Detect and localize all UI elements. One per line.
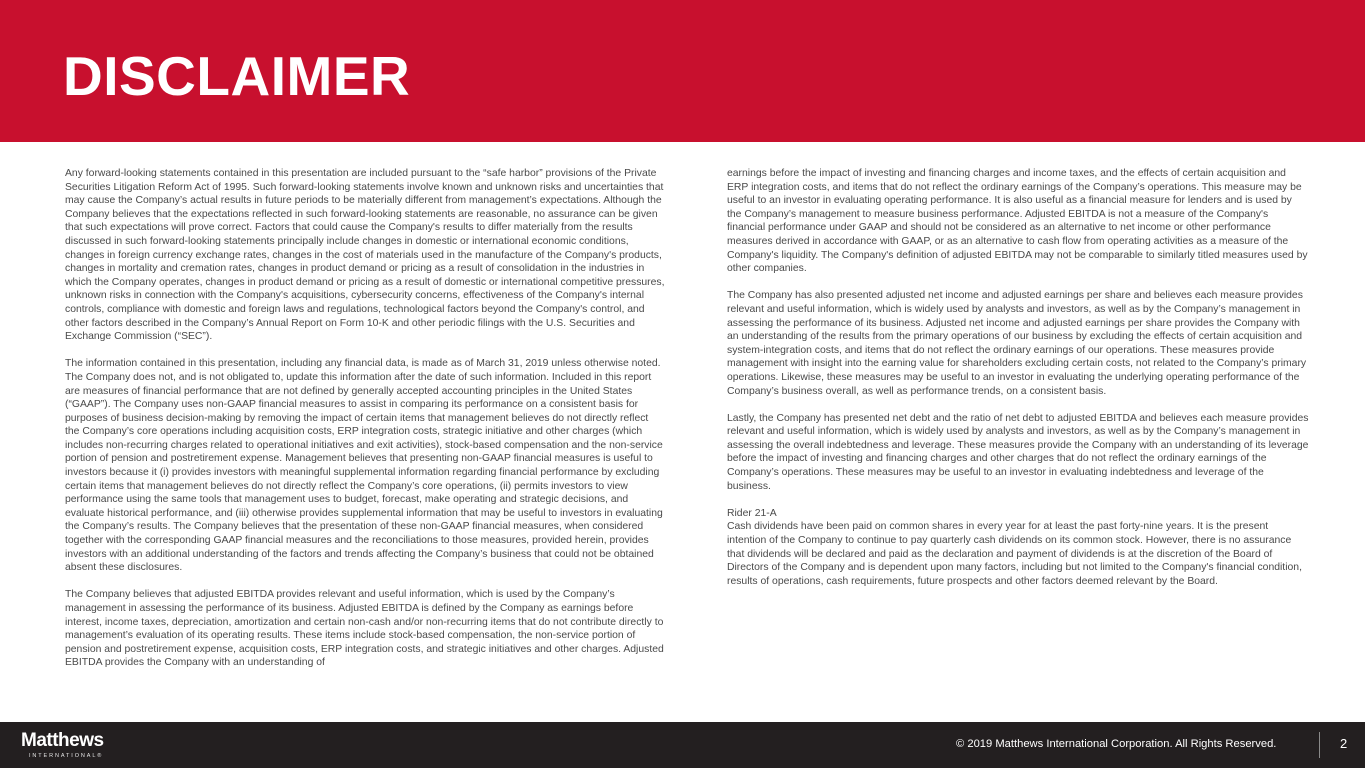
copyright-notice: © 2019 Matthews International Corporation. All Rights Reserved. bbox=[956, 738, 1277, 750]
adjusted-ebitda-continued-paragraph: earnings before the impact of investing and financing charges and income taxes, and the effects of certain acquisition and ERP integration costs, and items that do not reflect the ordinary earnings of the Company’s operations. This measure may be useful to an investor in evaluating operating performance. It is also useful as a financial measure for lenders and is used by the Company’s management to measure business performance. Adjusted EBITDA is not a measure of the Company's financial performance under GAAP and should not be considered as an alternative to net income or other performance measures derived in accordance with GAAP, or as an alternative to cash flow from operating activities as a measure of the Company's liquidity. The Company's definition of adjusted EBITDA may not be comparable to similarly titled measures used by other companies. bbox=[727, 168, 1308, 275]
dividends-paragraph: Cash dividends have been paid on common shares in every year for at least the past forty-nine years. It is the present intention of the Company to continue to pay quarterly cash dividends on its common stock. However, there is no assurance that dividends will be declared and paid as the declaration and payment of dividends is at the discretion of the Board of Directors of the Company and is dependent upon many factors, including but not limited to the Company's financial condition, results of operations, cash requirements, future prospects and other factors deemed relevant by the Board. bbox=[727, 521, 1302, 587]
logo-subtitle: INTERNATIONAL® bbox=[29, 753, 104, 759]
footer-divider bbox=[1319, 732, 1320, 758]
non-gaap-measures-paragraph: The information contained in this presentation, including any financial data, is made as of March 31, 2019 unless otherwise noted. The Company does not, and is not obligated to, update this information after the date of such information. Included in this report are measures of financial performance that are not defined by generally accepted accounting principles in the United States (“GAAP”). The Company uses non-GAAP financial measures to assist in comparing its performance on a consistent basis for purposes of business decision-making by removing the impact of certain items that management believes do not directly reflect the Company’s core operations including acquisition costs, ERP integration costs, strategic initiative and other charges (which includes non-recurring charges related to operational initiatives and exit activities), stock-based compensation and the non-service portion of pension and postretirement expense. Management believes that presenting non-GAAP financial measures is useful to investors because it (i) provides investors with meaningful supplemental information regarding financial performance by excluding certain items that management believes do not directly reflect the Company’s core operations, (ii) permits investors to view performance using the same tools that management uses to budget, forecast, make operating and strategic decisions, and evaluate historical performance, and (iii) otherwise provides supplemental information that may be useful to investors in evaluating the Company’s results. The Company believes that the presentation of these non-GAAP financial measures, when considered together with the corresponding GAAP financial measures and the reconciliations to those measures, provided herein, provides investors with an additional understanding of the factors and trends affecting the Company’s business that could not be obtained absent these disclosures. bbox=[65, 358, 663, 574]
adjusted-ebitda-paragraph: The Company believes that adjusted EBITDA provides relevant and useful information, which is used by the Company’s management in assessing the performance of its business. Adjusted EBITDA is defined by the Company as earnings before interest, income taxes, depreciation, amortization and certain non-cash and/or non-recurring items that do not contribute directly to management’s evaluation of its operating results. These items include stock-based compensation, the non-service portion of pension and postretirement expense, acquisition costs, ERP integration costs, and strategic initiatives and other charges. Adjusted EBITDA provides the Company with an understanding of bbox=[65, 589, 664, 669]
net-debt-paragraph: Lastly, the Company has presented net debt and the ratio of net debt to adjusted EBITDA and believes each measure provides relevant and useful information, which is widely used by analysts and investors, as well as by the Company’s management in assessing the overall indebtedness and leverage. These measures provide the Company with an understanding of its leverage before the impact of investing and financing charges and other charges that do not reflect the ordinary earnings of the Company’s operations. These measures may be useful to an investor in evaluating indebtedness and leverage of the business. bbox=[727, 412, 1309, 492]
page-title: DISCLAIMER bbox=[63, 45, 411, 107]
forward-looking-statements-paragraph: Any forward-looking statements contained in this presentation are included pursuant to the “safe harbor” provisions of the Private Securities Litigation Reform Act of 1995. Such forward-looking statements involve known and unknown risks and uncertainties that may cause the Company’s actual results in future periods to be materially different from management’s expectations. Although the Company believes that the expectations reflected in such forward-looking statements are reasonable, no assurance can be given that such expectations will prove correct. Factors that could cause the Company's results to differ materially from the results discussed in such forward-looking statements principally include changes in domestic or international economic conditions, changes in foreign currency exchange rates, changes in the cost of materials used in the manufacture of the Company's products, changes in mortality and cremation rates, changes in product demand or pricing as a result of consolidation in the industries in which the Company operates, changes in product demand or pricing as a result of domestic or international competitive pressures, unknown risks in connection with the Company's acquisitions, cybersecurity concerns, effectiveness of the Company's internal controls, compliance with domestic and foreign laws and regulations, technological factors beyond the Company's control, and other factors described in the Company’s Annual Report on Form 10-K and other periodic filings with the U.S. Securities and Exchange Commission (“SEC”). bbox=[65, 168, 665, 343]
matthews-logo bbox=[21, 730, 104, 760]
disclaimer-right-column bbox=[727, 167, 1309, 602]
adjusted-net-income-paragraph: The Company has also presented adjusted net income and adjusted earnings per share and believes each measure provides relevant and useful information, which is widely used by analysts and investors, as well as by the Company’s management in assessing the performance of its business. Adjusted net income and adjusted earnings per share provides the Company with an understanding of the results from the primary operations of our business by excluding the effects of certain acquisition and system-integration costs, and items that do not reflect the ordinary earnings of our operations. These measures provide management with insight into the earning value for shareholders excluding certain costs, not related to the Company’s primary operations. Likewise, these measures may be useful to an investor in evaluating the underlying operating performance of the Company’s business overall, as well as performance trends, on a consistent basis. bbox=[727, 290, 1307, 397]
rider-heading: Rider 21-A bbox=[727, 507, 777, 519]
logo-wordmark: Matthews bbox=[21, 730, 104, 751]
disclaimer-left-column bbox=[65, 167, 665, 684]
footer-bar bbox=[0, 722, 1365, 768]
title-banner bbox=[0, 0, 1365, 142]
page-number: 2 bbox=[1340, 736, 1348, 751]
